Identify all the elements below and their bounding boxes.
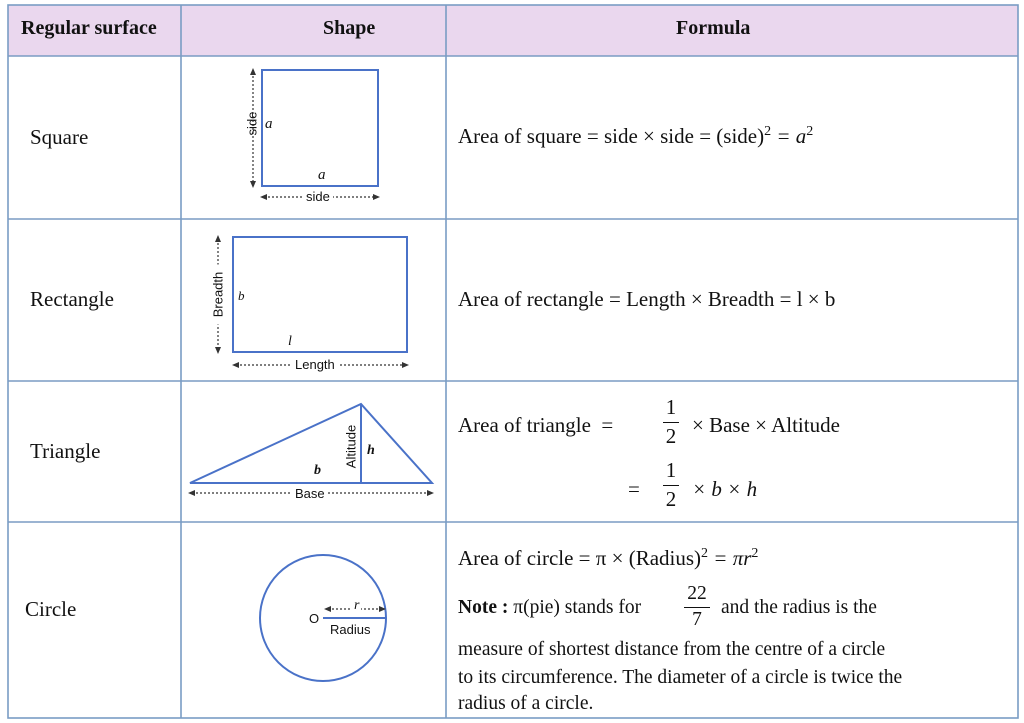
triangle-shape xyxy=(188,404,434,496)
square-var-horizontal: a xyxy=(318,167,326,183)
circle-note-fraction: 22 7 xyxy=(684,583,710,631)
header-regular-surface: Regular surface xyxy=(21,17,157,39)
row-name-square: Square xyxy=(30,125,89,149)
triangle-eq2: = xyxy=(628,477,640,501)
square-shape xyxy=(250,68,380,200)
circle-radius-var: r xyxy=(354,598,360,613)
triangle-altitude-label: Altitude xyxy=(343,424,359,469)
triangle-formula-rest1: × Base × Altitude xyxy=(692,413,840,437)
header-shape: Shape xyxy=(323,17,376,39)
triangle-base-label: Base xyxy=(292,486,328,501)
square-formula: Area of square = side × side = (side)$^2$ = $a^2$ xyxy=(458,124,814,148)
triangle-formula-rest2: × b × h xyxy=(692,477,758,501)
circle-center-label: O xyxy=(309,611,320,626)
rectangle-var-l: l xyxy=(288,334,292,349)
row-name-circle: Circle xyxy=(25,597,77,621)
triangle-var-b: b xyxy=(314,463,321,478)
square-side-label-vertical: side xyxy=(244,111,260,136)
triangle-var-h: h xyxy=(367,443,375,458)
row-name-rectangle: Rectangle xyxy=(30,287,114,311)
triangle-formula-lead: Area of triangle = xyxy=(458,413,614,437)
rectangle-var-b: b xyxy=(238,288,245,303)
circle-radius-label: Radius xyxy=(330,622,371,637)
row-name-triangle: Triangle xyxy=(30,439,101,463)
rectangle-breadth-label: Breadth xyxy=(211,265,226,325)
circle-shape xyxy=(260,555,386,681)
rectangle-length-label: Length xyxy=(292,357,338,372)
header-background xyxy=(8,5,1018,56)
circle-note-line2: measure of shortest distance from the centre of a circle xyxy=(458,639,886,660)
rectangle-formula: Area of rectangle = Length × Breadth = l × b xyxy=(458,287,836,311)
circle-formula: Area of circle = π × (Radius)$^2$ = $\pi r^2$ xyxy=(458,546,759,570)
triangle-fraction-2: 1 2 xyxy=(663,458,679,512)
square-side-label: side xyxy=(303,189,333,204)
circle-note-line3: to its circumference. The diameter of a circle is twice the xyxy=(458,667,903,688)
square-var-vertical: a xyxy=(265,116,273,132)
triangle-fraction-1: 1 2 xyxy=(663,395,679,449)
header-formula: Formula xyxy=(676,17,751,39)
circle-note-tail: and the radius is the xyxy=(721,597,877,618)
circle-note-line4: radius of a circle. xyxy=(458,693,594,714)
circle-note-line1: Note : π(pie) stands for xyxy=(458,597,642,618)
